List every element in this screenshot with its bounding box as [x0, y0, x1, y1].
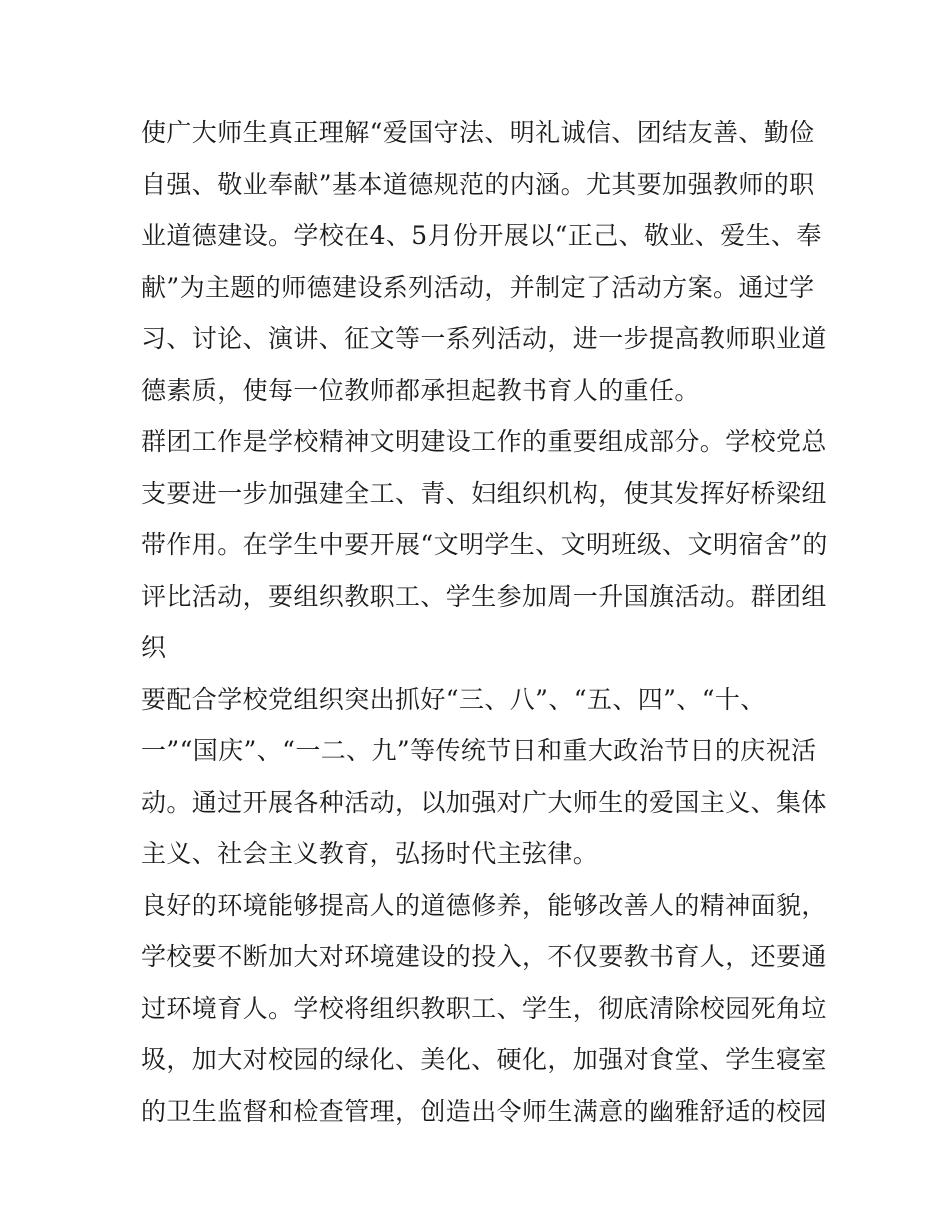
text-line: 良好的环境能够提高人的道德修养，能够改善人的精神面貌，: [141, 890, 827, 920]
text-line: 献”为主题的师德建设系列活动，并制定了活动方案。通过学: [141, 272, 815, 302]
text-line: 学校要不断加大对环境建设的投入，不仅要教书育人，还要通: [141, 942, 827, 971]
text-line: 习、讨论、演讲、征文等一系列活动，进一步提高教师职业道: [141, 324, 827, 353]
text-line: 支要进一步加强建全工、青、妇组织机构，使其发挥好桥梁纽: [141, 478, 827, 508]
text-line: 群团工作是学校精神文明建设工作的重要组成部分。学校党总: [141, 427, 827, 456]
text-line: 圾，加大对校园的绿化、美化、硬化，加强对食堂、学生寝室: [141, 1045, 827, 1074]
text-line: 的卫生监督和检查管理，创造出令师生满意的幽雅舒适的校园: [141, 1096, 827, 1126]
text-line: 一”“国庆”、“一二、九”等传统节日和重大政治节日的庆祝活: [141, 736, 817, 765]
text-line: 带作用。在学生中要开展“文明学生、文明班级、文明宿舍”的: [141, 530, 828, 559]
body-text: [141, 107, 828, 1137]
text-line: 评比活动，要组织教职工、学生参加周一升国旗活动。群团组: [141, 581, 827, 611]
text-line: 织: [141, 633, 167, 662]
text-line: 业道德建设。学校在4、5月份开展以“正己、敬业、爱生、奉: [141, 221, 822, 250]
text-line: 过环境育人。学校将组织教职工、学生，彻底清除校园死角垃: [141, 993, 827, 1023]
text-line: 德素质，使每一位教师都承担起教书育人的重任。: [141, 375, 700, 405]
text-line: 动。通过开展各种活动，以加强对广大师生的爱国主义、集体: [141, 787, 827, 817]
text-line: 要配合学校党组织突出抓好“三、八”、“五、四”、“十、: [141, 684, 766, 714]
text-line: 使广大师生真正理解“爱国守法、明礼诚信、团结友善、勤俭: [141, 118, 815, 147]
text-line: 自强、敬业奉献”基本道德规范的内涵。尤其要加强教师的职: [141, 169, 815, 199]
text-line: 主义、社会主义教育，弘扬时代主弦律。: [141, 839, 599, 868]
